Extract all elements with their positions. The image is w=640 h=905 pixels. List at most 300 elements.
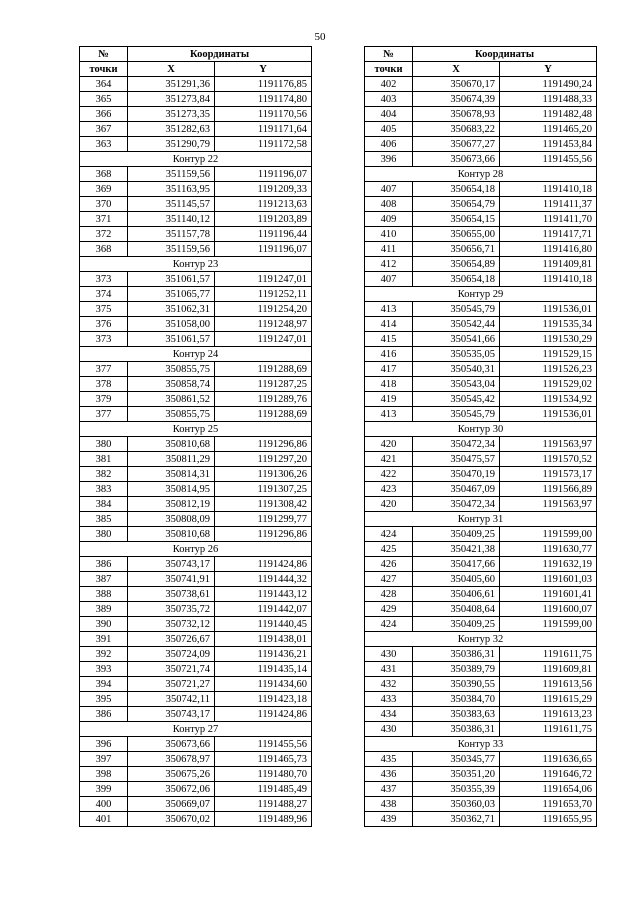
y-coordinate-cell: 1191526,23	[500, 362, 597, 377]
y-coordinate-cell: 1191465,73	[215, 752, 312, 767]
y-coordinate-cell: 1191455,56	[500, 152, 597, 167]
table-row	[80, 377, 312, 392]
y-coordinate-cell: 1191536,01	[500, 407, 597, 422]
y-coordinate-cell: 1191196,44	[215, 227, 312, 242]
table-row	[80, 182, 312, 197]
point-number-cell: 411	[365, 242, 413, 257]
point-label-header: точки	[365, 62, 413, 77]
point-number-cell: 377	[80, 407, 128, 422]
table-row	[80, 332, 312, 347]
y-coordinate-cell: 1191465,20	[500, 122, 597, 137]
table-row	[80, 767, 312, 782]
y-coordinate-cell: 1191600,07	[500, 602, 597, 617]
point-number-cell: 372	[80, 227, 128, 242]
y-coordinate-cell: 1191609,81	[500, 662, 597, 677]
x-coordinate-cell: 351159,56	[128, 167, 215, 182]
y-coordinate-cell: 1191442,07	[215, 602, 312, 617]
x-coordinate-cell: 351291,36	[128, 77, 215, 92]
point-number-cell: 394	[80, 677, 128, 692]
y-coordinate-cell: 1191613,56	[500, 677, 597, 692]
table-row	[365, 437, 597, 452]
table-row	[80, 77, 312, 92]
table-row	[365, 752, 597, 767]
point-number-cell: 417	[365, 362, 413, 377]
x-coordinate-cell: 350855,75	[128, 362, 215, 377]
y-coordinate-cell: 1191170,56	[215, 107, 312, 122]
y-coordinate-cell: 1191424,86	[215, 557, 312, 572]
y-coordinate-cell: 1191611,75	[500, 722, 597, 737]
table-row	[80, 167, 312, 182]
table-row	[365, 527, 597, 542]
y-coordinate-cell: 1191410,18	[500, 182, 597, 197]
contour-row	[80, 722, 312, 737]
y-coordinate-cell: 1191288,69	[215, 362, 312, 377]
table-row	[365, 557, 597, 572]
y-coordinate-cell: 1191529,02	[500, 377, 597, 392]
point-number-cell: 368	[80, 242, 128, 257]
point-number-cell: 395	[80, 692, 128, 707]
point-number-cell: 375	[80, 302, 128, 317]
point-number-cell: 399	[80, 782, 128, 797]
x-coordinate-cell: 350406,61	[413, 587, 500, 602]
point-number-cell: 425	[365, 542, 413, 557]
table-row	[80, 452, 312, 467]
x-coordinate-cell: 351061,57	[128, 272, 215, 287]
x-coordinate-cell: 350540,31	[413, 362, 500, 377]
table-row	[365, 377, 597, 392]
table-row	[365, 347, 597, 362]
x-coordinate-cell: 350810,68	[128, 527, 215, 542]
coordinates-header: Координаты	[413, 47, 597, 62]
y-coordinate-cell: 1191438,01	[215, 632, 312, 647]
x-coordinate-cell: 350858,74	[128, 377, 215, 392]
y-coordinate-cell: 1191630,77	[500, 542, 597, 557]
y-coordinate-cell: 1191601,03	[500, 572, 597, 587]
y-coordinate-cell: 1191410,18	[500, 272, 597, 287]
x-coordinate-cell: 350724,09	[128, 647, 215, 662]
table-row	[365, 272, 597, 287]
y-coordinate-cell: 1191563,97	[500, 497, 597, 512]
y-coordinate-cell: 1191196,07	[215, 167, 312, 182]
x-coordinate-cell: 350389,79	[413, 662, 500, 677]
y-coordinate-cell: 1191213,63	[215, 197, 312, 212]
y-coordinate-cell: 1191482,48	[500, 107, 597, 122]
table-row	[80, 782, 312, 797]
y-coordinate-cell: 1191308,42	[215, 497, 312, 512]
table-row	[365, 362, 597, 377]
y-coordinate-cell: 1191601,41	[500, 587, 597, 602]
table-row	[365, 107, 597, 122]
point-number-cell: 401	[80, 812, 128, 827]
y-coordinate-cell: 1191615,29	[500, 692, 597, 707]
y-coordinate-cell: 1191411,70	[500, 212, 597, 227]
point-number-cell: 405	[365, 122, 413, 137]
table-row	[80, 707, 312, 722]
y-coordinate-cell: 1191306,26	[215, 467, 312, 482]
y-coordinate-cell: 1191435,14	[215, 662, 312, 677]
point-number-cell: 428	[365, 587, 413, 602]
table-row	[365, 137, 597, 152]
y-coordinate-cell: 1191247,01	[215, 332, 312, 347]
point-number-cell: 366	[80, 107, 128, 122]
point-number-cell: 408	[365, 197, 413, 212]
point-number-cell: 400	[80, 797, 128, 812]
contour-label: Контур 27	[80, 722, 312, 737]
y-coordinate-cell: 1191296,86	[215, 527, 312, 542]
x-coordinate-cell: 350654,18	[413, 182, 500, 197]
x-coordinate-cell: 350409,25	[413, 617, 500, 632]
point-number-cell: 433	[365, 692, 413, 707]
x-coordinate-cell: 350475,57	[413, 452, 500, 467]
point-number-cell: 437	[365, 782, 413, 797]
point-number-cell: 432	[365, 677, 413, 692]
point-number-cell: 420	[365, 497, 413, 512]
table-row	[80, 512, 312, 527]
x-coordinate-cell: 350678,97	[128, 752, 215, 767]
contour-label: Контур 30	[365, 422, 597, 437]
point-number-cell: 435	[365, 752, 413, 767]
x-coordinate-cell: 350814,31	[128, 467, 215, 482]
x-coordinate-cell: 350672,06	[128, 782, 215, 797]
point-number-cell: 421	[365, 452, 413, 467]
table-row	[80, 812, 312, 827]
table-row	[365, 617, 597, 632]
point-number-cell: 398	[80, 767, 128, 782]
point-number-cell: 388	[80, 587, 128, 602]
y-coordinate-cell: 1191536,01	[500, 302, 597, 317]
point-number-cell: 378	[80, 377, 128, 392]
table-row	[365, 812, 597, 827]
x-coordinate-cell: 351157,78	[128, 227, 215, 242]
x-column-header: X	[128, 62, 215, 77]
x-coordinate-cell: 351140,12	[128, 212, 215, 227]
point-number-cell: 434	[365, 707, 413, 722]
table-row	[80, 137, 312, 152]
contour-label: Контур 33	[365, 737, 597, 752]
table-row	[365, 92, 597, 107]
point-number-cell: 439	[365, 812, 413, 827]
table-row	[80, 317, 312, 332]
contour-label: Контур 24	[80, 347, 312, 362]
contour-label: Контур 29	[365, 287, 597, 302]
y-coordinate-cell: 1191636,65	[500, 752, 597, 767]
point-number-cell: 391	[80, 632, 128, 647]
point-number-cell: 380	[80, 437, 128, 452]
x-coordinate-cell: 350721,27	[128, 677, 215, 692]
point-number-cell: 374	[80, 287, 128, 302]
y-coordinate-cell: 1191296,86	[215, 437, 312, 452]
y-coordinate-cell: 1191288,69	[215, 407, 312, 422]
x-coordinate-cell: 350654,89	[413, 257, 500, 272]
y-coordinate-cell: 1191248,97	[215, 317, 312, 332]
x-coordinate-cell: 350726,67	[128, 632, 215, 647]
x-coordinate-cell: 350811,29	[128, 452, 215, 467]
y-coordinate-cell: 1191529,15	[500, 347, 597, 362]
table-row	[365, 587, 597, 602]
contour-row	[365, 512, 597, 527]
coordinates-table-left	[79, 46, 312, 827]
y-coordinate-cell: 1191289,76	[215, 392, 312, 407]
table-row	[365, 677, 597, 692]
point-number-cell: 373	[80, 272, 128, 287]
x-coordinate-cell: 350670,17	[413, 77, 500, 92]
table-row	[80, 587, 312, 602]
contour-row	[80, 542, 312, 557]
point-number-cell: 420	[365, 437, 413, 452]
y-coordinate-cell: 1191599,00	[500, 617, 597, 632]
table-row	[365, 407, 597, 422]
table-row	[80, 392, 312, 407]
table-row	[365, 122, 597, 137]
x-coordinate-cell: 350738,61	[128, 587, 215, 602]
table-row	[80, 572, 312, 587]
x-coordinate-cell: 351145,57	[128, 197, 215, 212]
table-row	[80, 752, 312, 767]
table-row	[365, 782, 597, 797]
table-row	[365, 692, 597, 707]
table-row	[80, 797, 312, 812]
table-row	[365, 77, 597, 92]
table-row	[80, 497, 312, 512]
y-coordinate-cell: 1191416,80	[500, 242, 597, 257]
y-coordinate-cell: 1191297,20	[215, 452, 312, 467]
x-coordinate-cell: 350861,52	[128, 392, 215, 407]
contour-row	[80, 347, 312, 362]
x-coordinate-cell: 350742,11	[128, 692, 215, 707]
y-coordinate-cell: 1191653,70	[500, 797, 597, 812]
coordinates-table-right	[364, 46, 597, 827]
x-coordinate-cell: 350383,63	[413, 707, 500, 722]
y-coordinate-cell: 1191411,37	[500, 197, 597, 212]
x-coordinate-cell: 350673,66	[413, 152, 500, 167]
x-coordinate-cell: 350362,71	[413, 812, 500, 827]
table-row	[80, 647, 312, 662]
point-number-cell: 413	[365, 302, 413, 317]
table-row	[80, 212, 312, 227]
point-number-cell: 431	[365, 662, 413, 677]
point-number-header: №	[365, 47, 413, 62]
y-coordinate-cell: 1191646,72	[500, 767, 597, 782]
x-coordinate-cell: 350810,68	[128, 437, 215, 452]
x-coordinate-cell: 350390,55	[413, 677, 500, 692]
point-number-cell: 403	[365, 92, 413, 107]
contour-label: Контур 22	[80, 152, 312, 167]
table-body-left	[80, 77, 312, 827]
table-row	[80, 632, 312, 647]
table-row	[80, 437, 312, 452]
x-coordinate-cell: 350808,09	[128, 512, 215, 527]
y-coordinate-cell: 1191490,24	[500, 77, 597, 92]
contour-label: Контур 31	[365, 512, 597, 527]
table-row	[80, 662, 312, 677]
y-coordinate-cell: 1191573,17	[500, 467, 597, 482]
point-number-cell: 396	[80, 737, 128, 752]
y-coordinate-cell: 1191203,89	[215, 212, 312, 227]
contour-row	[80, 257, 312, 272]
x-coordinate-cell: 350472,34	[413, 437, 500, 452]
point-number-cell: 406	[365, 137, 413, 152]
x-coordinate-cell: 350535,05	[413, 347, 500, 362]
y-coordinate-cell: 1191409,81	[500, 257, 597, 272]
table-row	[80, 122, 312, 137]
table-row	[80, 692, 312, 707]
point-number-cell: 368	[80, 167, 128, 182]
x-coordinate-cell: 350677,27	[413, 137, 500, 152]
x-coordinate-cell: 351061,57	[128, 332, 215, 347]
x-coordinate-cell: 350743,17	[128, 557, 215, 572]
y-coordinate-cell: 1191654,06	[500, 782, 597, 797]
y-coordinate-cell: 1191444,32	[215, 572, 312, 587]
point-number-cell: 379	[80, 392, 128, 407]
y-coordinate-cell: 1191424,86	[215, 707, 312, 722]
table-row	[365, 797, 597, 812]
table-row	[80, 737, 312, 752]
point-number-cell: 393	[80, 662, 128, 677]
table-row	[80, 272, 312, 287]
x-column-header: X	[413, 62, 500, 77]
table-row	[80, 467, 312, 482]
point-number-cell: 426	[365, 557, 413, 572]
y-coordinate-cell: 1191443,12	[215, 587, 312, 602]
point-number-cell: 365	[80, 92, 128, 107]
table-row	[365, 257, 597, 272]
x-coordinate-cell: 350470,19	[413, 467, 500, 482]
x-coordinate-cell: 350721,74	[128, 662, 215, 677]
point-label-header: точки	[80, 62, 128, 77]
table-row	[365, 212, 597, 227]
point-number-cell: 363	[80, 137, 128, 152]
point-number-cell: 367	[80, 122, 128, 137]
point-number-cell: 438	[365, 797, 413, 812]
x-coordinate-cell: 350543,04	[413, 377, 500, 392]
table-body-right	[365, 77, 597, 827]
x-coordinate-cell: 351163,95	[128, 182, 215, 197]
x-coordinate-cell: 350655,00	[413, 227, 500, 242]
point-number-cell: 414	[365, 317, 413, 332]
y-coordinate-cell: 1191209,33	[215, 182, 312, 197]
table-row	[80, 362, 312, 377]
table-row	[80, 197, 312, 212]
point-number-cell: 422	[365, 467, 413, 482]
x-coordinate-cell: 351062,31	[128, 302, 215, 317]
y-coordinate-cell: 1191171,64	[215, 122, 312, 137]
y-coordinate-cell: 1191611,75	[500, 647, 597, 662]
point-number-cell: 384	[80, 497, 128, 512]
point-number-cell: 386	[80, 707, 128, 722]
point-number-cell: 389	[80, 602, 128, 617]
point-number-cell: 424	[365, 617, 413, 632]
point-number-cell: 381	[80, 452, 128, 467]
table-row	[80, 557, 312, 572]
y-coordinate-cell: 1191566,89	[500, 482, 597, 497]
point-number-cell: 376	[80, 317, 128, 332]
contour-row	[80, 152, 312, 167]
x-coordinate-cell: 350683,22	[413, 122, 500, 137]
table-row	[80, 482, 312, 497]
table-row	[365, 542, 597, 557]
table-row	[365, 602, 597, 617]
y-coordinate-cell: 1191534,92	[500, 392, 597, 407]
x-coordinate-cell: 350386,31	[413, 647, 500, 662]
table-row	[80, 617, 312, 632]
contour-row	[365, 632, 597, 647]
y-coordinate-cell: 1191436,21	[215, 647, 312, 662]
point-number-cell: 396	[365, 152, 413, 167]
point-number-cell: 369	[80, 182, 128, 197]
point-number-cell: 410	[365, 227, 413, 242]
x-coordinate-cell: 350545,42	[413, 392, 500, 407]
x-coordinate-cell: 350409,25	[413, 527, 500, 542]
table-row	[365, 182, 597, 197]
point-number-cell: 430	[365, 647, 413, 662]
point-number-cell: 382	[80, 467, 128, 482]
table-row	[365, 227, 597, 242]
table-row	[80, 302, 312, 317]
table-row	[365, 497, 597, 512]
contour-label: Контур 23	[80, 257, 312, 272]
y-coordinate-cell: 1191535,34	[500, 317, 597, 332]
y-coordinate-cell: 1191299,77	[215, 512, 312, 527]
table-row	[365, 452, 597, 467]
x-coordinate-cell: 350814,95	[128, 482, 215, 497]
point-number-cell: 364	[80, 77, 128, 92]
point-number-cell: 407	[365, 182, 413, 197]
x-coordinate-cell: 350360,03	[413, 797, 500, 812]
x-coordinate-cell: 350654,79	[413, 197, 500, 212]
x-coordinate-cell: 350408,64	[413, 602, 500, 617]
x-coordinate-cell: 350675,26	[128, 767, 215, 782]
point-number-cell: 429	[365, 602, 413, 617]
point-number-cell: 402	[365, 77, 413, 92]
table-row	[365, 767, 597, 782]
x-coordinate-cell: 351290,79	[128, 137, 215, 152]
table-row	[80, 407, 312, 422]
x-coordinate-cell: 350674,39	[413, 92, 500, 107]
y-coordinate-cell: 1191176,85	[215, 77, 312, 92]
x-coordinate-cell: 350405,60	[413, 572, 500, 587]
contour-label: Контур 25	[80, 422, 312, 437]
point-number-cell: 424	[365, 527, 413, 542]
table-row	[80, 242, 312, 257]
x-coordinate-cell: 351065,77	[128, 287, 215, 302]
y-coordinate-cell: 1191485,49	[215, 782, 312, 797]
point-number-cell: 407	[365, 272, 413, 287]
point-number-cell: 404	[365, 107, 413, 122]
x-coordinate-cell: 350855,75	[128, 407, 215, 422]
point-number-cell: 373	[80, 332, 128, 347]
x-coordinate-cell: 350541,66	[413, 332, 500, 347]
table-row	[80, 92, 312, 107]
y-coordinate-cell: 1191174,80	[215, 92, 312, 107]
table-row	[80, 287, 312, 302]
point-number-cell: 427	[365, 572, 413, 587]
table-row	[80, 677, 312, 692]
y-coordinate-cell: 1191563,97	[500, 437, 597, 452]
y-coordinate-cell: 1191252,11	[215, 287, 312, 302]
x-coordinate-cell: 350743,17	[128, 707, 215, 722]
point-number-cell: 430	[365, 722, 413, 737]
point-number-cell: 423	[365, 482, 413, 497]
x-coordinate-cell: 350654,15	[413, 212, 500, 227]
y-coordinate-cell: 1191172,58	[215, 137, 312, 152]
x-coordinate-cell: 350673,66	[128, 737, 215, 752]
x-coordinate-cell: 350417,66	[413, 557, 500, 572]
contour-row	[80, 422, 312, 437]
y-coordinate-cell: 1191655,95	[500, 812, 597, 827]
point-number-cell: 415	[365, 332, 413, 347]
table-row	[80, 527, 312, 542]
point-number-cell: 387	[80, 572, 128, 587]
